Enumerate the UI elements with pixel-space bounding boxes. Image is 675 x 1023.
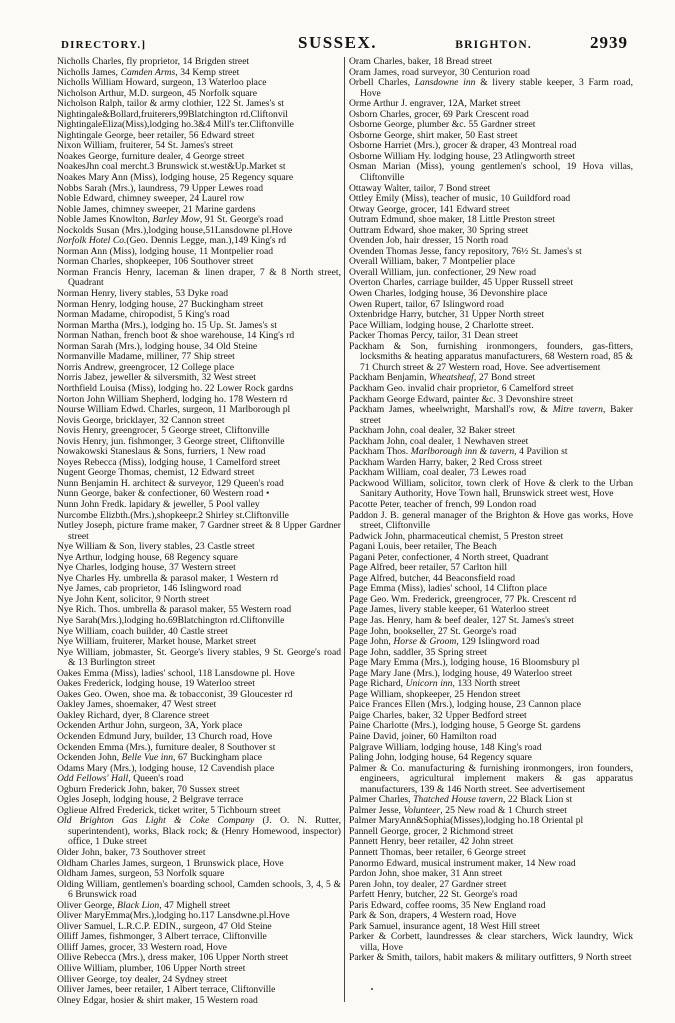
directory-entry: Page John, Horse & Groom, 129 Islingword road — [349, 636, 540, 648]
directory-entry: Park Samuel, insurance agent, 18 West Hill street — [349, 920, 540, 932]
directory-entry: Nye William & Son, livery stables, 23 Castle street — [57, 541, 255, 553]
directory-entry: Packer Thomas Percy, tailor, 31 Dean street — [349, 330, 518, 342]
directory-entry: Pannell George, grocer, 2 Richmond street — [349, 825, 514, 837]
directory-entry: Ovenden Job, hair dresser, 15 North road — [349, 235, 509, 247]
directory-entry: Packham Warden Harry, baker, 2 Red Cross street — [349, 456, 543, 468]
directory-entry: Oldham James, surgeon, 53 Norfolk square — [57, 868, 225, 880]
directory-entry: Paine David, joiner, 60 Hamilton road — [349, 731, 497, 742]
directory-entry: Nye William, fruiterer, Market house, Market street — [57, 636, 257, 648]
directory-entry: Ottley Emily (Miss), teacher of music, 10 Guildford road — [349, 193, 571, 205]
directory-entry: Overton Charles, carriage builder, 45 Upper Russell street — [349, 277, 574, 289]
directory-columns — [57, 57, 633, 1017]
directory-entry: Nunn Benjamin H. architect & surveyor, 129 Queen's road — [57, 477, 284, 489]
directory-entry: Nutley Joseph, picture frame maker, 7 Gardner street & 8 Upper Gardner street — [57, 520, 341, 542]
directory-entry: Palgrave William, lodging house, 148 King's road — [349, 741, 542, 753]
directory-entry: Outtram Edward, shoe maker, 30 Spring street — [349, 224, 529, 236]
directory-entry: Palmer Charles, Thatched House tavern, 22 Black Lion st — [349, 794, 573, 806]
directory-entry: Olliff James, grocer, 33 Western road, Hove — [57, 941, 227, 953]
directory-entry: Norman Charles, shopkeeper, 106 Southover street — [57, 256, 254, 268]
directory-entry: Osborn Charles, grocer, 69 Park Crescent road — [349, 108, 529, 120]
directory-entry: Paddon J. B. general manager of the Brighton & Hove gas works, Hove street, Cliftonville — [349, 509, 633, 532]
directory-entry: Nicholls Charles, fly proprietor, 14 Brigden street — [57, 56, 250, 67]
directory-entry: Norris Jabez, jeweller & silversmith, 32 West street — [57, 372, 256, 384]
directory-entry: Noble James, chimney sweeper, 21 Marine gardens — [57, 203, 256, 215]
directory-entry: Pacotte Peter, teacher of french, 99 London road — [349, 498, 537, 510]
directory-entry: Pagani Peter, confectioner, 4 North street, Quadrant — [349, 551, 549, 563]
directory-entry: Old Brighton Gas Light & Coke Company (J. O. N. Rutter, superintendent), works, Black rock; & (Henry Homewood, inspector) office, 1 Duke street — [57, 815, 341, 848]
directory-entry: Pagani Louis, beer retailer, The Beach — [349, 541, 497, 553]
directory-entry: Palmer MaryAnn&Sophia(Misses),lodging ho.18 Oriental pl — [349, 815, 584, 827]
directory-entry: Norman Nathan, french boot & shoe warehouse, 14 King's rd — [57, 330, 295, 342]
directory-entry: Oakley Richard, dyer, 8 Clarence street — [57, 709, 210, 721]
directory-entry: Paige Charles, baker, 32 Upper Bedford street — [349, 709, 527, 721]
directory-entry: Page John, saddler, 35 Spring street — [349, 646, 487, 658]
directory-entry: Normanville Madame, milliner, 77 Ship street — [57, 351, 235, 363]
directory-entry: Odd Fellows' Hall, Queen's road — [57, 773, 184, 785]
directory-entry: Nye Sarah(Mrs.),lodging ho.69Blatchington rd.Cliftonville — [57, 614, 285, 626]
directory-entry: Page Geo. Wm. Frederick, greengrocer, 77 Pk. Crescent rd — [349, 593, 577, 605]
directory-entry: Older John, baker, 73 Southover street — [57, 847, 206, 859]
directory-entry: Oakes Geo. Owen, shoe ma. & tobacconist, 39 Gloucester rd — [57, 688, 293, 700]
directory-entry: Osborne George, plumber &c. 55 Gardner street — [349, 119, 536, 131]
directory-entry: Norman Sarah (Mrs.), lodging house, 34 Old Steine — [57, 340, 258, 352]
directory-entry: Pardon John, shoe maker, 31 Ann street — [349, 868, 503, 880]
directory-entry: Norton John William Shepherd, lodging ho. 178 Western rd — [57, 393, 288, 405]
directory-entry: Noakes George, furniture dealer, 4 George street — [57, 150, 245, 162]
directory-entry: Ogles Joseph, lodging house, 2 Belgrave terrace — [57, 794, 244, 806]
page-number: 2939 — [590, 33, 628, 52]
directory-entry: NightingaleEliza(Miss),lodging ho.3&4 Mill's ter.Cliftonville — [57, 119, 294, 131]
directory-entry: Nye Charles Hy. umbrella & parasol maker, 1 Western rd — [57, 572, 279, 584]
directory-entry: Olney Edgar, hosier & shirt maker, 15 Western road — [57, 994, 258, 1006]
directory-entry: Nunn John Fredk. lapidary & jeweller, 5 Pool valley — [57, 498, 260, 510]
directory-entry: Nicholls James, Camden Arms, 34 Kemp street — [57, 66, 240, 78]
directory-entry: Novis Henry, jun. fishmonger, 3 George street, Cliftonville — [57, 435, 285, 447]
directory-entry: Norman Martha (Mrs.), lodging ho. 15 Up. St. James's st — [57, 319, 277, 331]
directory-entry: Nobbs Sarah (Mrs.), laundress, 79 Upper Lewes road — [57, 182, 264, 194]
directory-entry: Packham William, coal dealer, 73 Lewes road — [349, 467, 527, 479]
header-town-label: BRIGHTON. — [455, 39, 532, 51]
directory-entry: Outram Edmund, shoe maker, 18 Little Preston street — [349, 214, 555, 226]
directory-entry: Noyes Rebecca (Miss), lodging house, 1 Camelford street — [57, 456, 281, 468]
column-left — [57, 57, 341, 1017]
directory-entry: Pannett Thomas, beer retailer, 6 George street — [349, 847, 526, 859]
directory-entry: Nye James, cab proprietor, 146 Islingword road — [57, 583, 242, 595]
directory-entry: Oakes Frederick, lodging house, 19 Waterloo street — [57, 678, 255, 690]
directory-entry: Paine Charlotte (Mrs.), lodging house, 5 George St. gardens — [349, 720, 581, 732]
directory-entry: Nockolds Susan (Mrs.),lodging house,51Lansdowne pl.Hove — [57, 224, 293, 236]
directory-entry: Oram James, road surveyor, 30 Centurion road — [349, 66, 530, 78]
directory-entry: Paling John, lodging house, 64 Regency square — [349, 752, 532, 764]
directory-entry: Parker & Smith, tailors, habit makers & military outfitters, 9 North street — [349, 952, 632, 964]
directory-entry: Nicholson Arthur, M.D. surgeon, 45 Norfolk square — [57, 87, 257, 99]
directory-entry: Ockenden Arthur John, surgeon, 3A, York place — [57, 720, 243, 732]
directory-entry: Orme Arthur J. engraver, 12A, Market street — [349, 98, 521, 110]
directory-entry: Overall William, baker, 7 Montpelier place — [349, 256, 516, 268]
directory-entry: Nye Arthur, lodging house, 68 Regency square — [57, 551, 238, 563]
directory-entry: Nurcombe Elizbth.(Mrs.),shopkeepr.2 Shirley st.Cliftonville — [57, 509, 289, 521]
directory-entry: Packham James, wheelwright, Marshall's row, & Mitre tavern, Baker street — [349, 404, 633, 426]
directory-entry: Park & Son, drapers, 4 Western road, Hove — [349, 910, 517, 922]
directory-entry: Ogburn Frederick John, baker, 70 Sussex street — [57, 783, 240, 795]
directory-entry: Nugent George Thomas, chemist, 12 Edward street — [57, 467, 255, 479]
directory-entry: Parfett Henry, butcher, 22 St. George's road — [349, 889, 518, 901]
directory-entry: Page Richard, Unicorn inn, 133 North street — [349, 678, 521, 690]
directory-entry: Osborne George, shirt maker, 50 East street — [349, 129, 518, 141]
directory-entry: Nightingale George, beer retailer, 56 Edward street — [57, 129, 255, 141]
directory-entry: Nowakowski Staneslaus & Sons, furriers, 1 New road — [57, 446, 266, 458]
directory-entry: Nye William, coach builder, 40 Castle street — [57, 625, 228, 637]
directory-entry: Packham George Edward, painter &c. 3 Devonshire street — [349, 393, 574, 405]
directory-entry: Owen Charles, lodging house, 36 Devonshire place — [349, 288, 548, 300]
directory-entry: Oliver MaryEmma(Mrs.),lodging ho.117 Lansdwne.pl.Hove — [57, 910, 290, 922]
directory-entry: Novis George, bricklayer, 32 Cannon street — [57, 414, 225, 426]
directory-entry: Olliff James, fishmonger, 3 Albert terrace, Cliftonville — [57, 931, 267, 943]
directory-entry: Paren John, toy dealer, 27 Gardner street — [349, 878, 507, 890]
directory-entry: Ockenden Emma (Mrs.), furniture dealer, 8 Southover st — [57, 741, 276, 753]
directory-entry: Ockenden Edmund Jury, builder, 13 Church road, Hove — [57, 731, 273, 742]
directory-entry: Norman Ann (Miss), lodging house, 11 Montpelier road — [57, 245, 274, 257]
directory-entry: Norman Henry, livery stables, 53 Dyke road — [57, 288, 229, 300]
directory-entry: Ockenden John, Belle Vue inn, 67 Buckingham place — [57, 752, 263, 764]
directory-entry: Noble James Knowlton, Barley Mow, 91 St. George's road — [57, 214, 284, 226]
directory-entry: Panormo Edward, musical instrument maker, 14 New road — [349, 857, 576, 869]
directory-entry: Paris Edward, coffee rooms, 35 New England road — [349, 899, 546, 911]
directory-entry: Osborne William Hy. lodging house, 23 Atlingworth street — [349, 150, 575, 162]
directory-entry: Palmer & Co. manufacturing & furnishing ironmongers, iron founders, engineers, agricultural implement makers & gas apparatus manufacturers, 139 & 146 North street. See advertisement — [349, 762, 633, 795]
directory-entry: Packham Geo. invalid chair proprietor, 6 Camelford street — [349, 382, 574, 394]
directory-entry: Norman Madame, chiropodist, 5 King's road — [57, 309, 230, 321]
directory-entry: Ollive William, plumber, 106 Upper North street — [57, 963, 246, 975]
page-header — [0, 33, 675, 55]
directory-entry: Nye Charles, lodging house, 37 Western street — [57, 562, 236, 574]
directory-entry: Page Emma (Miss), ladies' school, 14 Clifton place — [349, 583, 547, 595]
directory-entry: Packham & Son, furnishing ironmongers, founders, gas-fitters, locksmiths & heating apparatus manufacturers, 68 Western road, 85 & 71 Church street & 27 Western road, Hove. See advertisement — [349, 340, 633, 373]
directory-entry: NoakesJhn coal mercht.3 Brunswick st.west&Up.Market st — [57, 161, 286, 173]
directory-entry: Pace William, lodging house, 2 Charlotte street. — [349, 319, 534, 331]
directory-entry: Novis Henry, greengrocer, 5 George street, Cliftonville — [57, 425, 270, 437]
directory-entry: Oliver George, Black Lion, 47 Mighell street — [57, 899, 231, 911]
directory-entry: Orbell Charles, Lansdowne inn & livery stable keeper, 3 Farm road, Hove — [349, 77, 633, 99]
directory-entry: Page William, shopkeeper, 25 Hendon street — [349, 688, 521, 700]
directory-entry: Palmer Jesse, Volunteer, 25 New road & 1 Church street — [349, 804, 567, 816]
directory-entry: Paice Frances Ellen (Mrs.), lodging house, 23 Cannon place — [349, 699, 582, 711]
directory-entry: Norman Francis Henry, laceman & linen draper, 7 & 8 North street, Quadrant — [57, 266, 341, 289]
directory-entry: Nicholson Ralph, tailor & army clothier, 122 St. James's st — [57, 98, 284, 110]
directory-entry: Ottaway Walter, tailor, 7 Bond street — [349, 182, 491, 194]
directory-entry: Page Alfred, beer retailer, 57 Carlton hill — [349, 562, 507, 574]
directory-entry: Owen Rupert, tailor, 67 Islingword road — [349, 298, 504, 310]
directory-entry: Page Mary Jane (Mrs.), lodging house, 49 Waterloo street — [349, 667, 573, 679]
directory-entry: Nixon William, fruiterer, 54 St. James's street — [57, 140, 233, 152]
directory-entry: Oakley James, shoemaker, 47 West street — [57, 699, 217, 711]
directory-entry: Northfield Louisa (Miss), lodging ho. 22 Lower Rock gardns — [57, 382, 294, 394]
directory-entry: Oakes Emma (Miss), ladies' school, 118 Lansdowne pl. Hove — [57, 667, 295, 679]
directory-entry: Noakes Mary Ann (Miss), lodging house, 25 Regency square — [57, 172, 294, 184]
directory-entry: Oram Charles, baker, 18 Bread street — [349, 56, 493, 67]
directory-entry: Page James, livery stable keeper, 61 Waterloo street — [349, 604, 550, 616]
directory-entry: Pannett Henry, beer retailer, 42 John street — [349, 836, 514, 848]
directory-entry: Page Alfred, butcher, 44 Beaconsfield road — [349, 572, 516, 584]
directory-entry: Nye Rich. Thos. umbrella & parasol maker, 55 Western road — [57, 604, 292, 616]
directory-entry: Noble Edward, chimney sweeper, 24 Laurel row — [57, 193, 245, 205]
directory-entry: Norris Andrew, greengrocer, 12 College place — [57, 361, 235, 373]
directory-entry: Ovenden Thomas Jesse, fancy repository, 76½ St. James's st — [349, 245, 582, 257]
directory-entry: Odams Mary (Mrs.), lodging house, 12 Cavendish place — [57, 762, 275, 774]
directory-entry: Overall William, jun. confectioner, 29 New road — [349, 266, 537, 278]
directory-entry: Osborne Harriet (Mrs.), grocer & draper, 43 Montreal road — [349, 140, 577, 152]
ink-spot — [371, 988, 373, 990]
directory-entry: Nunn George, baker & confectioner, 60 Western road • — [57, 488, 270, 500]
directory-entry: Olliver George, toy dealer, 24 Sydney street — [57, 973, 228, 985]
directory-entry: Nye John Kent, solicitor, 9 North street — [57, 593, 210, 605]
directory-entry: Packham John, coal dealer, 1 Newhaven street — [349, 435, 529, 447]
directory-entry: Packham Thos. Marlborough inn & tavern, 4 Pavilion st — [349, 446, 568, 458]
directory-entry: Norfolk Hotel Co.(Geo. Dennis Legge, man.),149 King's rd — [57, 235, 287, 247]
column-divider-rule — [344, 57, 345, 1002]
directory-entry: Ollive Rebecca (Mrs.), dress maker, 106 Upper North street — [57, 952, 289, 964]
directory-entry: Nightingale&Bollard,fruiterers,99Blatchington rd.Cliftonvil — [57, 108, 288, 120]
directory-entry: Padwick John, pharmaceutical chemist, 5 Preston street — [349, 530, 564, 542]
directory-entry: Oliver Samuel, L.R.C.P. EDIN., surgeon, 47 Old Steine — [57, 920, 272, 932]
directory-entry: Osman Marian (Miss), young gentlemen's school, 19 Hova villas, Cliftonville — [349, 161, 633, 184]
header-directory-label: DIRECTORY.] — [61, 39, 147, 51]
directory-entry: Otway George, grocer, 141 Edward street — [349, 203, 510, 215]
directory-entry: Page Jas. Henry, ham & beef dealer, 127 St. James's street — [349, 614, 574, 626]
directory-entry: Norman Henry, lodging house, 27 Buckingham street — [57, 298, 264, 310]
directory-entry: Page John, bookseller, 27 St. George's road — [349, 625, 517, 637]
directory-entry: Oldham Charles James, surgeon, 1 Brunswick place, Hove — [57, 857, 284, 869]
header-county-title: SUSSEX. — [297, 33, 378, 52]
directory-entry: Parker & Corbett, laundresses & clear starchers, Wick laundry, Wick villa, Hove — [349, 931, 633, 953]
directory-entry: Oxtenbridge Harry, butcher, 31 Upper North street — [349, 309, 545, 321]
directory-entry: Olding William, gentlemen's boarding school, Camden schools, 3, 4, 5 & 6 Brunswick road — [57, 878, 341, 901]
column-right — [349, 57, 633, 1017]
directory-entry: Oglieue Alfred Frederick, ticket writer, 5 Tichbourn street — [57, 804, 281, 816]
directory-entry: Packham Benjamin, Wheatsheaf, 27 Bond street — [349, 372, 536, 384]
directory-entry: Packham John, coal dealer, 32 Baker street — [349, 425, 515, 437]
directory-entry: Page Mary Emma (Mrs.), lodging house, 16 Bloomsbury pl — [349, 657, 580, 669]
directory-entry: Packwood William, solicitor, town clerk of Hove & clerk to the Urban Sanitary Authority, Hove Town hall, Brunswick street west, Hove — [349, 477, 633, 500]
directory-entry: Nourse William Edwd. Charles, surgeon, 11 Marlborough pl — [57, 404, 291, 416]
directory-entry: Nicholls William Howard, surgeon, 13 Waterloo place — [57, 77, 267, 89]
directory-entry: Olliver James, beer retailer, 1 Albert terrace, Cliftonville — [57, 984, 276, 996]
directory-entry: Nye William, jobmaster, St. George's livery stables, 9 St. George's road & 13 Burlington street — [57, 646, 341, 669]
